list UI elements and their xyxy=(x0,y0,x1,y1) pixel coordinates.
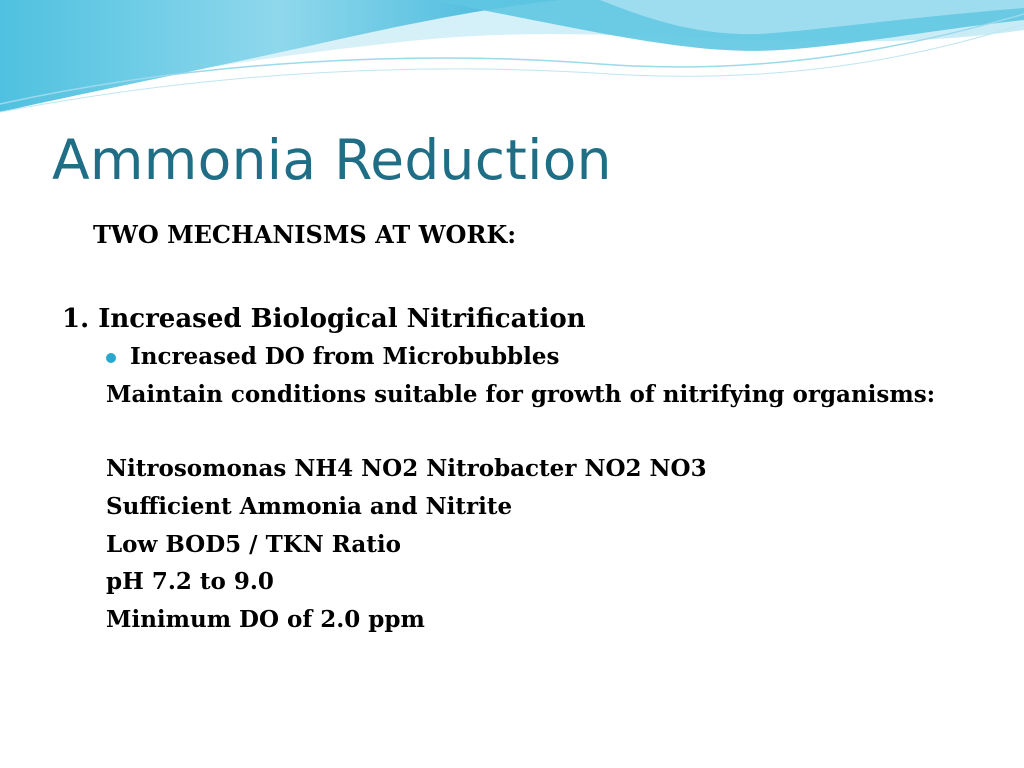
body-line: Low BOD5 / TKN Ratio xyxy=(106,531,401,558)
bullet-dot-icon xyxy=(106,353,116,363)
body-line: Maintain conditions suitable for growth of nitrifying organisms: xyxy=(106,381,936,408)
bullet-item xyxy=(106,343,559,370)
slide-title: Ammonia Reduction xyxy=(52,128,612,192)
body-line: Nitrosomonas NH4 NO2 Nitrobacter NO2 NO3 xyxy=(106,455,707,482)
body-line: pH 7.2 to 9.0 xyxy=(106,568,274,595)
decorative-wave-header xyxy=(0,0,1024,130)
numbered-item: 1. Increased Biological Nitrification xyxy=(62,304,586,334)
body-line: Sufficient Ammonia and Nitrite xyxy=(106,493,513,520)
body-line: Minimum DO of 2.0 ppm xyxy=(106,606,425,633)
bullet-text: Increased DO from Microbubbles xyxy=(130,343,560,370)
subheading: TWO MECHANISMS AT WORK: xyxy=(93,220,517,249)
